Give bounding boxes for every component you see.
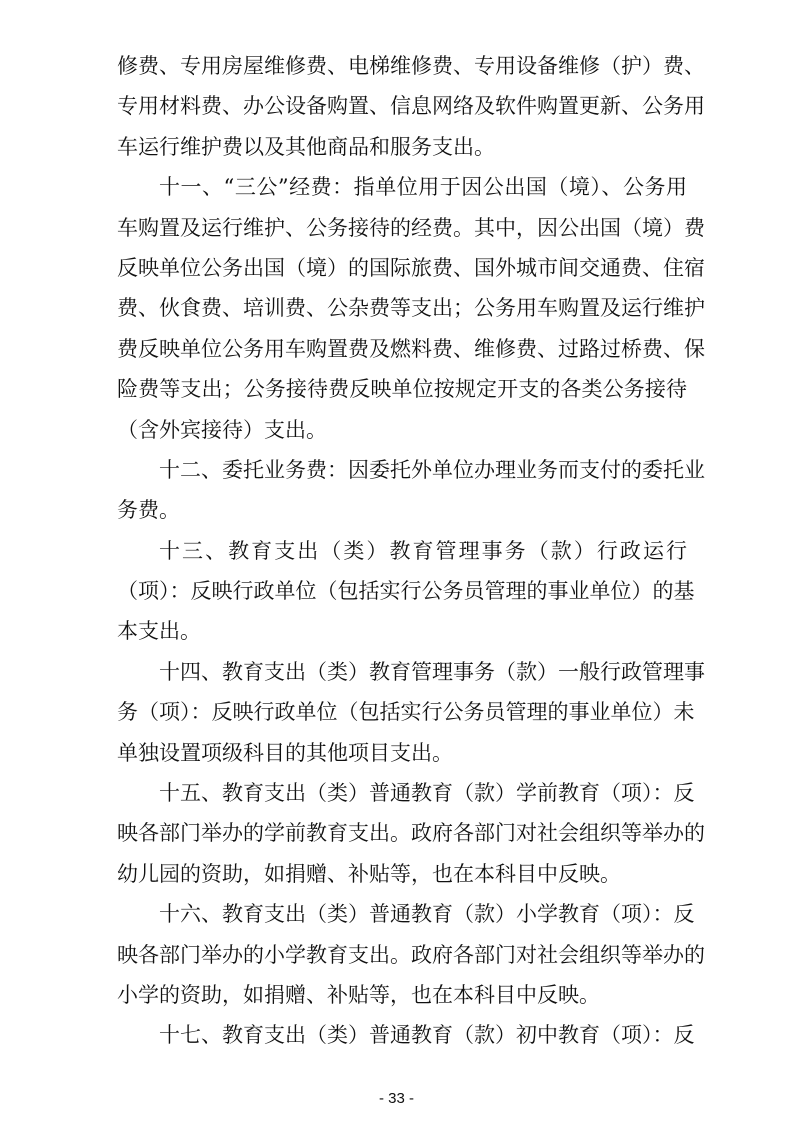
text-line: 反映单位公务出国（境）的国际旅费、国外城市间交通费、住宿 <box>117 255 705 280</box>
text-line: 十一、“三公”经费：指单位用于因公出国（境）、公务用 <box>159 175 687 200</box>
text-line: 十五、教育支出（类）普通教育（款）学前教育（项）：反 <box>159 781 695 806</box>
text-line: 小学的资助，如捐赠、补贴等，也在本科目中反映。 <box>117 982 600 1007</box>
paragraph <box>117 167 705 450</box>
text-line: 修费、专用房屋维修费、电梯维修费、专用设备维修（护）费、 <box>117 54 705 78</box>
paragraph <box>117 46 705 167</box>
text-line: 车运行维护费以及其他商品和服务支出。 <box>117 134 495 159</box>
text-line: 务费。 <box>117 498 180 523</box>
text-line: 十二、委托业务费：因委托外单位办理业务而支付的委托业 <box>159 457 705 482</box>
text-line: （项）：反映行政单位（包括实行公务员管理的事业单位）的基 <box>117 579 695 604</box>
text-line: 险费等支出；公务接待费反映单位按规定开支的各类公务接待 <box>117 377 687 402</box>
page-number: - 33 - <box>378 1090 414 1107</box>
text-line: 费反映单位公务用车购置费及燃料费、维修费、过路过桥费、保 <box>117 336 705 361</box>
text-line: 本支出。 <box>117 619 201 644</box>
document-body <box>117 46 705 1056</box>
paragraph <box>117 894 705 1015</box>
text-line: 幼儿园的资助，如捐赠、补贴等，也在本科目中反映。 <box>117 861 621 886</box>
text-line: 单独设置项级科目的其他项目支出。 <box>117 740 453 765</box>
text-line: 车购置及运行维护、公务接待的经费。其中，因公出国（境）费 <box>117 215 705 240</box>
text-line: 十四、教育支出（类）教育管理事务（款）一般行政管理事 <box>159 659 705 684</box>
text-line: 映各部门举办的小学教育支出。政府各部门对社会组织等举办的 <box>117 942 705 967</box>
paragraph <box>117 1015 695 1055</box>
text-line: 费、伙食费、培训费、公杂费等支出；公务用车购置及运行维护 <box>117 296 705 321</box>
text-line: 专用材料费、办公设备购置、信息网络及软件购置更新、公务用 <box>117 94 705 119</box>
paragraph <box>117 531 695 652</box>
text-line: 十六、教育支出（类）普通教育（款）小学教育（项）：反 <box>159 902 695 927</box>
text-line: 十三、教育支出（类）教育管理事务（款）行政运行 <box>159 538 687 563</box>
paragraph <box>117 652 705 773</box>
paragraph <box>117 773 705 894</box>
text-line: 务（项）：反映行政单位（包括实行公务员管理的事业单位）未 <box>117 700 695 725</box>
text-line: 十七、教育支出（类）普通教育（款）初中教育（项）：反 <box>159 1023 695 1048</box>
text-line: （含外宾接待）支出。 <box>117 417 327 442</box>
text-line: 映各部门举办的学前教育支出。政府各部门对社会组织等举办的 <box>117 821 705 846</box>
paragraph <box>117 450 705 531</box>
